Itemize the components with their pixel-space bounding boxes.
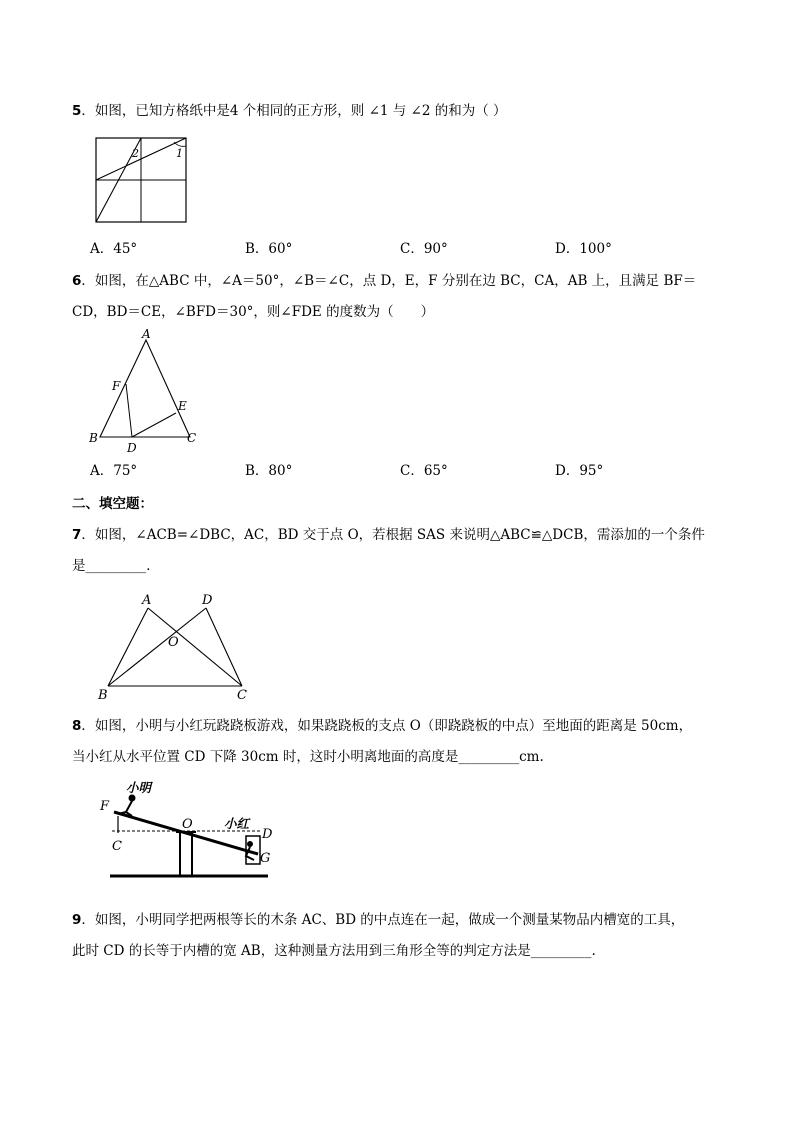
q6-triangle-figure xyxy=(86,326,206,458)
q7-label-c: C xyxy=(237,688,247,703)
q5-option-c[interactable]: C．90° xyxy=(400,241,448,257)
q8-stem-line2: 当小红从水平位置 CD 下降 30cm 时，这时小明离地面的高度是_________cm. xyxy=(72,749,544,765)
q7-segment-ac xyxy=(148,608,242,686)
q5-option-b[interactable]: B．60° xyxy=(245,241,293,257)
q6-stem-line1 xyxy=(72,271,696,291)
q8-seesaw-figure xyxy=(96,778,274,882)
q7-figure xyxy=(94,588,260,704)
q7-stem-line1 xyxy=(72,525,705,545)
q6-option-b[interactable]: B．80° xyxy=(245,463,293,479)
q6-number: 6 xyxy=(72,273,82,289)
q5-angle2-label: 2 xyxy=(132,147,139,160)
q6-label-a: A xyxy=(142,327,151,341)
q5-grid-figure xyxy=(90,134,194,226)
q5-number: 5 xyxy=(72,103,82,119)
q8-number: 8 xyxy=(72,718,82,734)
q5-angle1-label: 1 xyxy=(176,147,183,160)
q8-label-xiaoming: 小明 xyxy=(126,780,152,795)
q8-label-f: F xyxy=(100,799,110,814)
q6-label-e: E xyxy=(178,399,187,413)
q8-text-line1: ．如图，小明与小红玩跷跷板游戏，如果跷跷板的支点 O（即跷跷板的中点）至地面的距离是 50cm， xyxy=(81,718,693,734)
q6-segment-de xyxy=(132,413,176,437)
q6-option-d[interactable]: D．95° xyxy=(555,463,604,479)
q7-label-a: A xyxy=(142,593,152,608)
q8-label-xiaohong: 小红 xyxy=(224,816,250,831)
q6-text-line1: ．如图，在△ABC 中，∠A＝50°，∠B＝∠C，点 D，E，F 分别在边 BC，CA，AB 上，且满足 BF＝ xyxy=(81,273,697,289)
q7-segment-db xyxy=(108,608,206,686)
q5-text: ．如图，已知方格纸中是4 个相同的正方形，则 ∠1 与 ∠2 的和为（ ） xyxy=(81,103,507,119)
q7-stem-line2: 是_________． xyxy=(72,558,160,574)
q5-option-d[interactable]: D．100° xyxy=(555,241,612,257)
q8-label-g: G xyxy=(260,851,271,866)
q7-label-b: B xyxy=(98,688,108,703)
q6-label-d: D xyxy=(127,441,137,455)
q9-stem-line1 xyxy=(72,910,684,930)
q9-text-line1: ．如图，小明同学把两根等长的木条 AC、BD 的中点连在一起，做成一个测量某物品内槽宽的工具， xyxy=(81,912,685,928)
q8-stem-line1 xyxy=(72,716,692,736)
q5-option-a[interactable]: A．45° xyxy=(90,241,138,257)
q8-xiaohong-head xyxy=(247,841,253,847)
q8-label-o: O xyxy=(182,817,193,832)
q7-segment-cd xyxy=(206,608,242,686)
q6-label-f: F xyxy=(112,379,121,393)
q6-label-c: C xyxy=(187,431,197,445)
q6-stem-line2: CD，BD＝CE，∠BFD＝30°，则∠FDE 的度数为（ ） xyxy=(72,304,435,320)
q7-text-line1: ．如图，∠ACB=∠DBC，AC，BD 交于点 O，若根据 SAS 来说明△ABC≌△DCB，需添加的一个条件 xyxy=(81,527,705,543)
q9-stem-line2: 此时 CD 的长等于内槽的宽 AB，这种测量方法用到三角形全等的判定方法是_________. xyxy=(72,943,596,959)
q6-option-a[interactable]: A．75° xyxy=(90,463,138,479)
q7-number: 7 xyxy=(72,527,82,543)
q7-label-o: O xyxy=(168,635,179,650)
q7-label-d: D xyxy=(202,593,213,608)
q8-label-d: D xyxy=(262,827,273,842)
q8-xiaoming-head xyxy=(129,795,136,802)
q6-option-c[interactable]: C．65° xyxy=(400,463,448,479)
q5-stem xyxy=(72,101,507,121)
q6-segment-fd xyxy=(126,384,132,437)
q6-label-b: B xyxy=(89,431,98,445)
q7-segment-ba xyxy=(108,608,148,686)
q8-label-c: C xyxy=(112,839,122,854)
section-fill-in-heading: 二、填空题： xyxy=(72,496,153,512)
q9-number: 9 xyxy=(72,912,82,928)
